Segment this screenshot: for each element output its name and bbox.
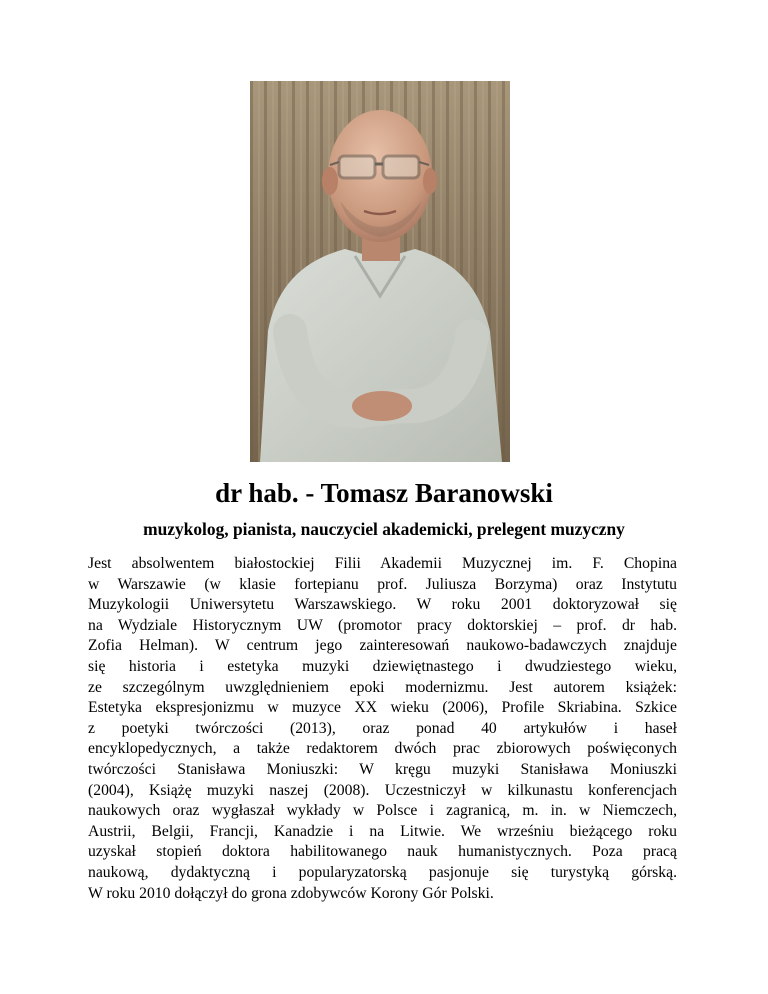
- bio-line: z poetyki twórczości (2013), oraz ponad 40 artykułów i haseł: [88, 719, 677, 737]
- portrait-photo: [250, 81, 510, 462]
- bio-line: Zofia Helman). W centrum jego zainteresowań naukowo-badawczych znajduje: [88, 637, 677, 655]
- portrait-illustration: [250, 81, 510, 462]
- page-subtitle: muzykolog, pianista, nauczyciel akademicki, prelegent muzyczny: [143, 519, 625, 539]
- bio-line: twórczości Stanisława Moniuszki: W kręgu muzyki Stanisława Moniuszki: [88, 760, 677, 778]
- bio-line: uzyskał stopień doktora habilitowanego nauk humanistycznych. Poza pracą: [88, 843, 677, 861]
- bio-line: encyklopedycznych, a także redaktorem dwóch prac zbiorowych poświęconych: [88, 740, 677, 758]
- bio-line: naukową, dydaktyczną i popularyzatorską pasjonuje się turystyką górską.: [88, 863, 677, 881]
- bio-line: W roku 2010 dołączył do grona zdobywców Korony Gór Polski.: [88, 884, 494, 902]
- bio-line: na Wydziale Historycznym UW (promotor pracy doktorskiej – prof. dr hab.: [88, 616, 677, 634]
- bio-line: Muzykologii Uniwersytetu Warszawskiego. W roku 2001 doktoryzował się: [88, 596, 677, 614]
- bio-line: Austrii, Belgii, Francji, Kanadzie i na Litwie. We wrześniu bieżącego roku: [88, 822, 677, 840]
- bio-line: Jest absolwentem białostockiej Filii Akademii Muzycznej im. F. Chopina: [88, 555, 677, 572]
- bio-line: w Warszawie (w klasie fortepianu prof. Juliusza Borzyma) oraz Instytutu: [88, 575, 677, 593]
- bio-line: naukowych oraz wygłaszał wykłady w Polsce i zagranicą, m. in. w Niemczech,: [88, 802, 677, 820]
- bio-line: Estetyka ekspresjonizmu w muzyce XX wieku (2006), Profile Skriabina. Szkice: [88, 699, 677, 717]
- bio-paragraph: [88, 554, 677, 904]
- bio-line: ze szczególnym uwzględnieniem epoki modernizmu. Jest autorem książek:: [88, 678, 677, 696]
- bio-line: się historia i estetyka muzyki dziewiętnastego i dwudziestego wieku,: [88, 657, 677, 675]
- bio-line: (2004), Książę muzyki naszej (2008). Uczestniczył w kilkunastu konferencjach: [88, 781, 677, 799]
- page-title: dr hab. - Tomasz Baranowski: [215, 478, 553, 508]
